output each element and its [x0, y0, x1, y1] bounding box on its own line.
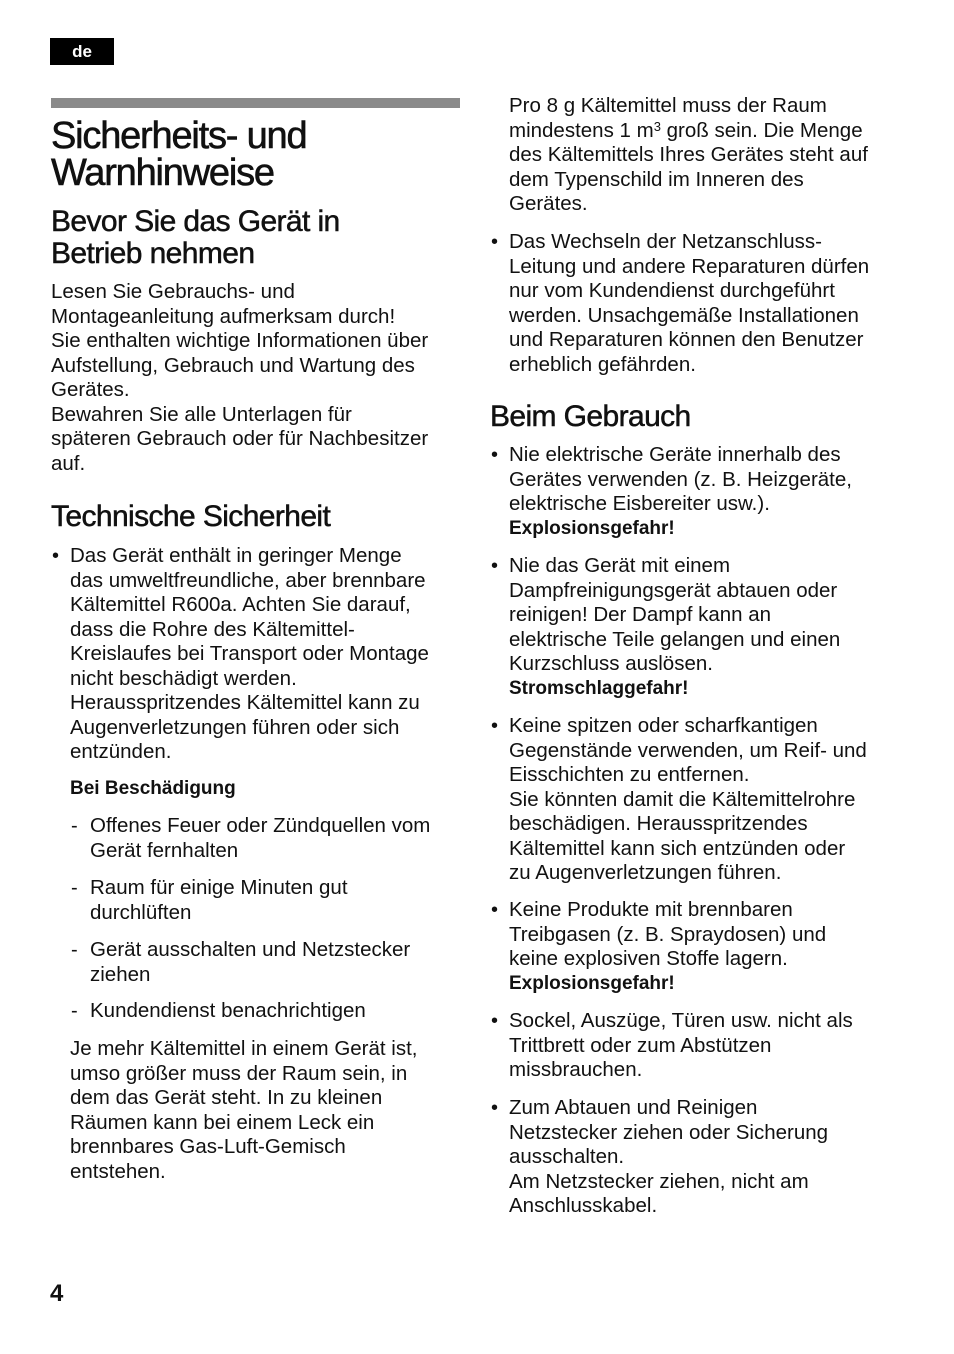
text-line: Sockel, Auszüge, Türen usw. nicht als: [509, 1009, 853, 1032]
text-line: elektrische Eisbereiter usw.).: [509, 492, 770, 515]
text-line: Das Gerät enthält in geringer Menge: [70, 544, 402, 567]
text-line: entzünden.: [70, 740, 172, 763]
text-line: Gegenstände verwenden, um Reif- und: [509, 738, 867, 762]
text-line: Lesen Sie Gebrauchs- und: [51, 280, 295, 303]
text-line: dem das Gerät steht. In zu kleinen: [70, 1086, 383, 1109]
text-line: auf.: [51, 451, 86, 475]
text-line: Dampfreinigungsgerät abtauen oder: [509, 578, 838, 602]
text-line: Je mehr Kältemittel in einem Gerät ist,: [70, 1037, 418, 1060]
text-line: Zum Abtauen und Reinigen: [509, 1096, 758, 1119]
text-line: Gerät fernhalten: [90, 838, 239, 862]
bullet-sharp-objects: [509, 714, 867, 886]
title-line: Warnhinweise: [51, 152, 274, 194]
text-line: umso größer muss der Raum sein, in: [70, 1061, 408, 1085]
warning-text: Stromschlaggefahr!: [509, 677, 689, 699]
text-line: erheblich gefährden.: [509, 352, 696, 376]
bullet-refrigerant: [70, 544, 429, 765]
text-line: missbrauchen.: [509, 1058, 643, 1081]
damage-subheading: Bei Beschädigung: [70, 778, 236, 799]
title-line: Sicherheits- und: [51, 115, 307, 157]
dash-item: [90, 876, 348, 925]
bullet-unplug: [509, 1096, 828, 1219]
bullet-marker: •: [491, 1097, 499, 1119]
text-line: entstehen.: [70, 1159, 166, 1183]
bullet-marker: •: [52, 545, 60, 567]
text-line: Aufstellung, Gebrauch und Wartung des: [51, 353, 415, 377]
text-line: Augenverletzungen führen oder sich: [70, 715, 400, 739]
text-line: Treibgasen (z. B. Spraydosen) und: [509, 922, 827, 946]
dash-item: [90, 999, 366, 1024]
text-line: späteren Gebrauch oder für Nachbesitzer: [51, 427, 429, 450]
bullet-no-step: [509, 1009, 853, 1083]
text-line: Keine Produkte mit brennbaren: [509, 898, 793, 921]
heading-line: Betrieb nehmen: [51, 237, 255, 270]
text-line: zu Augenverletzungen führen.: [509, 861, 782, 884]
text-line: Anschlusskabel.: [509, 1194, 658, 1217]
dash-marker: -: [71, 939, 78, 961]
text-line: Leitung und andere Reparaturen dürfen: [509, 254, 870, 278]
text-line: Trittbrett oder zum Abstützen: [509, 1033, 772, 1057]
bullet-steam-cleaner: [509, 554, 840, 701]
text-line: Sie könnten damit die Kältemittelrohre: [509, 787, 856, 811]
section-heading-in-use: Beim Gebrauch: [490, 400, 691, 433]
text-line: Räumen kann bei einem Leck ein: [70, 1110, 375, 1134]
text-line: Kältemittel R600a. Achten Sie darauf,: [70, 593, 411, 616]
superscript: 3: [653, 118, 661, 134]
dash-marker: -: [71, 815, 78, 837]
text-line: Gerät ausschalten und Netzstecker: [90, 938, 411, 961]
bullet-marker: •: [491, 715, 499, 737]
text-line: Gerätes.: [51, 378, 130, 401]
text-line: Kreislaufes bei Transport oder Montage: [70, 642, 429, 665]
page-title: [51, 115, 307, 194]
section-heading-technical-safety: Technische Sicherheit: [51, 500, 331, 533]
text-line: nicht beschädigt werden.: [70, 666, 297, 690]
dash-item: [90, 938, 410, 987]
text-line: ausschalten.: [509, 1145, 625, 1168]
dash-item: [90, 814, 430, 863]
text-line: Gerätes.: [509, 192, 588, 215]
text-line: Pro 8 g Kältemittel muss der Raum: [509, 94, 827, 117]
text-line: Bewahren Sie alle Unterlagen für: [51, 402, 352, 426]
bullet-repairs: [509, 230, 869, 377]
text-line: durchlüften: [90, 900, 192, 924]
text-line: Das Wechseln der Netzanschluss-: [509, 230, 822, 253]
heading-line: Bevor Sie das Gerät in: [51, 205, 340, 238]
text-line: elektrische Teile gelangen und einen: [509, 627, 841, 651]
text-line: Eisschichten zu entfernen.: [509, 763, 750, 786]
text-line: Raum für einige Minuten gut: [90, 876, 348, 899]
text-line: und Reparaturen können den Benutzer: [509, 328, 864, 351]
text-line: das umweltfreundliche, aber brennbare: [70, 568, 426, 592]
text-line: des Kältemittels Ihres Gerätes steht auf: [509, 143, 868, 166]
text-line: Montageanleitung aufmerksam durch!: [51, 304, 396, 328]
text-line: dem Typenschild im Inneren des: [509, 167, 804, 191]
text-line: [509, 119, 868, 144]
text-line: Nie elektrische Geräte innerhalb des: [509, 443, 841, 466]
dash-marker: -: [71, 1000, 78, 1022]
text-line: Kurzschluss auslösen.: [509, 652, 713, 675]
text-line: Sie enthalten wichtige Informationen über: [51, 329, 429, 352]
page-number: 4: [50, 1280, 64, 1307]
text-line: Nie das Gerät mit einem: [509, 554, 731, 577]
text-line: Herausspritzendes Kältemittel kann zu: [70, 691, 420, 714]
section-rule: [51, 98, 460, 108]
text-line: Am Netzstecker ziehen, nicht am: [509, 1169, 809, 1193]
bullet-marker: •: [491, 1010, 499, 1032]
bullet-marker: •: [491, 555, 499, 577]
language-tag: de: [50, 38, 114, 65]
bullet-marker: •: [491, 444, 499, 466]
text-line: reinigen! Der Dampf kann an: [509, 603, 772, 626]
text-line: brennbares Gas-Luft-Gemisch: [70, 1135, 346, 1158]
text-line: Kältemittel kann sich entzünden oder: [509, 836, 846, 860]
text-line: Keine spitzen oder scharfkantigen: [509, 714, 818, 737]
dash-marker: -: [71, 877, 78, 899]
paragraph-room-size: [70, 1037, 418, 1184]
section-heading-before-use: [51, 206, 340, 270]
text-line: Kundendienst benachrichtigen: [90, 999, 366, 1022]
text-line: beschädigen. Herausspritzendes: [509, 812, 808, 835]
text-line: dass die Rohre des Kältemittel-: [70, 617, 355, 641]
text-line: Offenes Feuer oder Zündquellen vom: [90, 814, 431, 837]
text-line: Netzstecker ziehen oder Sicherung: [509, 1120, 829, 1144]
paragraph-read-instructions: [51, 280, 428, 476]
bullet-electric-devices: [509, 443, 852, 541]
text-line: werden. Unsachgemäße Installationen: [509, 303, 859, 327]
paragraph-refrigerant-volume: [509, 94, 868, 217]
bullet-marker: •: [491, 231, 499, 253]
text-fragment: mindestens 1 m: [509, 118, 654, 142]
bullet-flammable-products: [509, 898, 826, 996]
text-fragment: groß sein. Die Menge: [660, 118, 863, 142]
text-line: nur vom Kundendienst durchgeführt: [509, 279, 835, 302]
warning-text: Explosionsgefahr!: [509, 972, 675, 994]
warning-text: Explosionsgefahr!: [509, 517, 675, 539]
text-line: Gerätes verwenden (z. B. Heizgeräte,: [509, 467, 852, 491]
text-line: keine explosiven Stoffe lagern.: [509, 947, 788, 970]
bullet-marker: •: [491, 899, 499, 921]
text-line: ziehen: [90, 962, 151, 986]
